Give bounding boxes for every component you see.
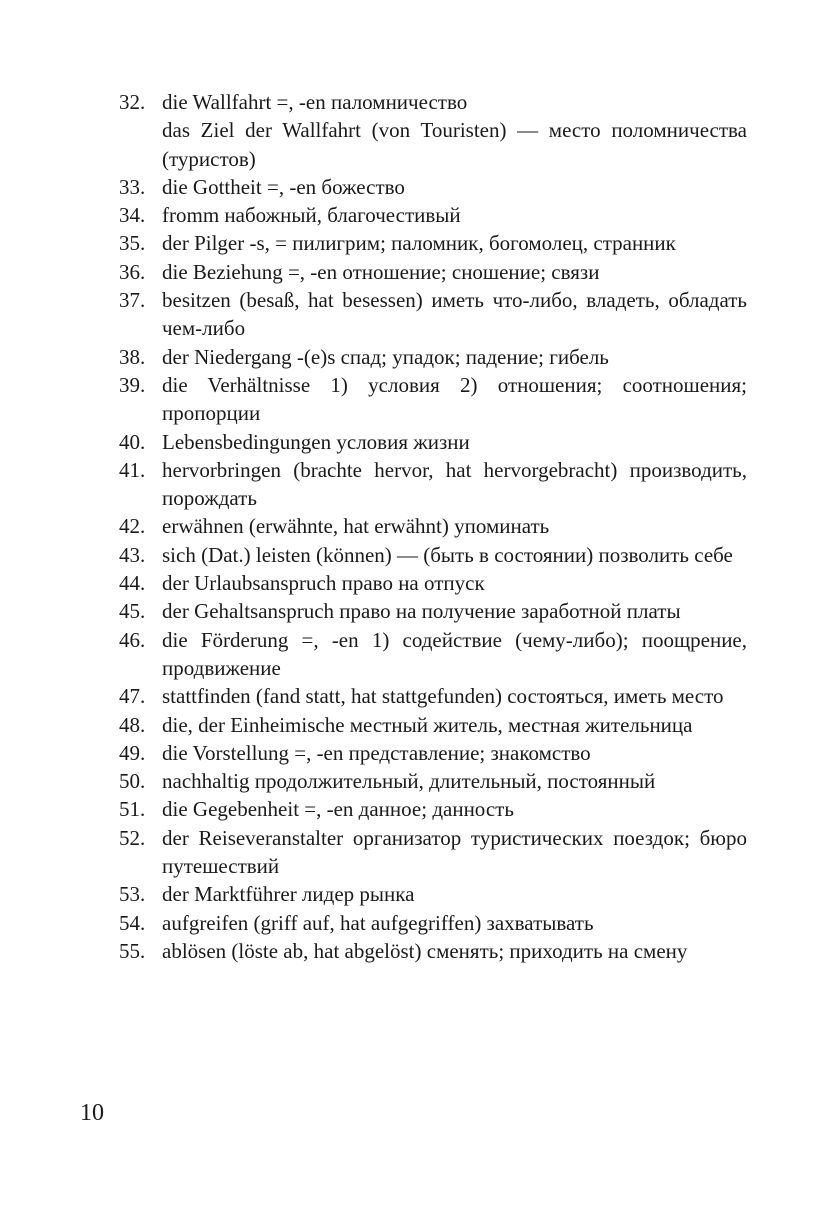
vocab-entry [119,711,747,739]
vocab-entry [119,428,747,456]
vocab-entry [119,229,747,257]
page-number: 10 [80,1100,104,1126]
entry-number: 36. [119,259,146,284]
vocab-entry [119,626,747,683]
entry-number: 41. [119,457,146,482]
entry-text: der Gehaltsanspruch право на получение заработной платы [162,599,681,624]
vocab-entry [119,767,747,795]
vocab-entry [119,371,747,428]
vocab-entry [119,173,747,201]
vocab-entry [119,597,747,625]
entry-number: 46. [119,627,146,652]
vocab-entry [119,88,747,173]
entry-text: besitzen (besaß, hat besessen) иметь что-либо, владеть, обладать чем-либо [162,288,747,341]
entry-text: die Gegebenheit =, -en данное; данность [162,797,514,822]
entry-text: der Reiseveranstalter организатор туристических поездок; бюро путешествий [162,825,747,879]
entry-number: 45. [119,599,146,624]
vocab-entry [119,909,747,937]
vocab-entry [119,286,747,343]
entry-text: stattfinden (fand statt, hat stattgefunden) состояться, иметь место [162,684,724,709]
vocab-entry [119,343,747,371]
entry-text: fromm набожный, благочестивый [162,203,461,228]
entry-text: ablösen (löste ab, hat abgelöst) сменять; приходить на смену [162,938,688,963]
vocab-entry [119,739,747,767]
entry-number: 50. [119,769,146,794]
vocab-entry [119,682,747,710]
entry-text: aufgreifen (griff auf, hat aufgegriffen) захватывать [162,910,594,935]
entry-number: 51. [119,797,146,822]
entry-number: 54. [119,910,146,935]
entry-text: Lebensbedingungen условия жизни [162,429,470,454]
entry-text: der Marktführer лидер рынка [162,882,415,907]
entry-text: hervorbringen (brachte hervor, hat hervorgebracht) производить, порождать [162,457,747,511]
entry-number: 52. [119,825,146,850]
entry-number: 55. [119,938,146,963]
entry-text: erwähnen (erwähnte, hat erwähnt) упоминать [162,514,550,539]
entry-text: die Vorstellung =, -en представление; знакомство [162,740,591,765]
vocab-entry [119,201,747,229]
entry-number: 42. [119,514,146,539]
entry-number: 38. [119,344,146,369]
vocab-entry [119,512,747,540]
entry-text: die Förderung =, -en 1) содействие (чему-либо); поощрение, продвижение [162,627,747,680]
entry-text: sich (Dat.) leisten (können) — (быть в состоянии) позволить себе [162,542,733,567]
entry-number: 49. [119,740,146,765]
entry-text: die Verhältnisse 1) условия 2) отношения; соотношения; пропорции [162,372,747,426]
entry-text: der Urlaubsanspruch право на отпуск [162,571,485,596]
entry-number: 53. [119,882,146,907]
vocab-entry [119,258,747,286]
entry-number: 39. [119,372,146,397]
entry-number: 44. [119,571,146,596]
entry-subline: das Ziel der Wallfahrt (von Touristen) — место поломничества (туристов) [162,118,747,171]
vocab-entry [119,569,747,597]
entry-text: der Niedergang -(e)s спад; упадок; падение; гибель [162,344,609,369]
vocab-entry [119,456,747,513]
vocabulary-list [119,88,747,965]
entry-number: 43. [119,542,146,567]
entry-text: die Wallfahrt =, -en паломничество [162,90,468,114]
vocab-entry [119,795,747,823]
entry-text: die Beziehung =, -en отношение; сношение; связи [162,259,600,284]
entry-number: 34. [119,203,146,228]
vocab-entry [119,824,747,881]
entry-number: 40. [119,429,146,454]
entry-number: 47. [119,684,146,709]
entry-text: die Gottheit =, -en божество [162,174,405,199]
entry-number: 48. [119,712,146,737]
entry-text: nachhaltig продолжительный, длительный, постоянный [162,769,656,794]
vocab-entry [119,541,747,569]
entry-number: 32. [119,90,146,114]
entry-number: 37. [119,288,146,313]
entry-number: 35. [119,231,146,256]
vocab-entry [119,937,747,965]
entry-text: die, der Einheimische местный житель, местная жительница [162,712,693,737]
entry-text: der Pilger -s, = пилигрим; паломник, богомолец, странник [162,231,676,256]
entry-number: 33. [119,174,146,199]
vocab-entry [119,880,747,908]
